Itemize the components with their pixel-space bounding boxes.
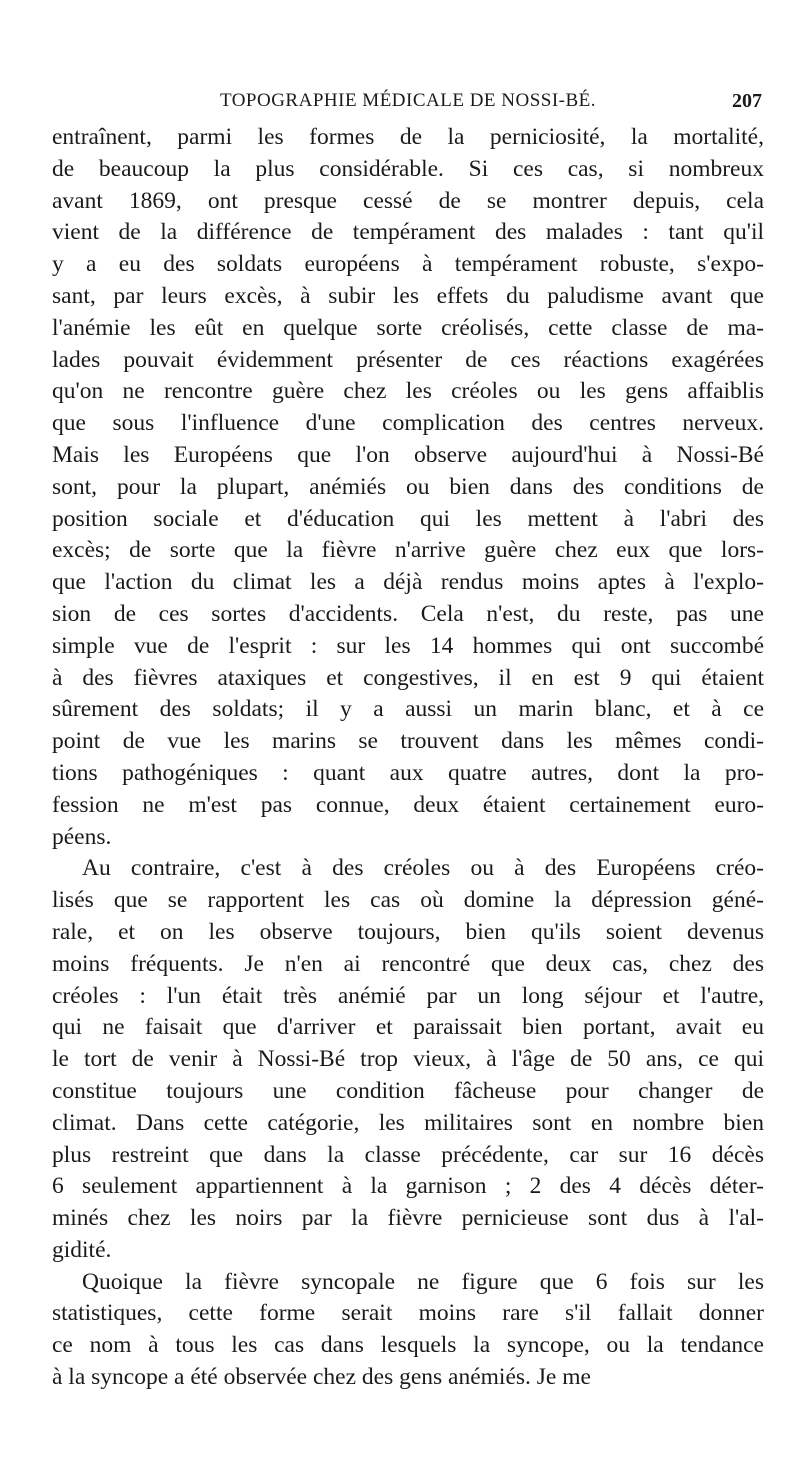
text-line: rale, et on les observe toujours, bien qu'ils soient devenus xyxy=(52,918,764,945)
text-line: plus restreint que dans la classe précédente, car sur 16 décès xyxy=(52,1141,764,1168)
text-line: point de vue les marins se trouvent dans les mêmes condi- xyxy=(52,728,764,755)
text-line: sion de ces sortes d'accidents. Cela n'est, du reste, pas une xyxy=(52,600,764,627)
text-line: avant 1869, ont presque cessé de se montrer depuis, cela xyxy=(52,187,764,214)
paragraph xyxy=(52,122,764,853)
text-line: lades pouvait évidemment présenter de ces réactions exagérées xyxy=(52,346,764,373)
text-line: sont, pour la plupart, anémiés ou bien dans des conditions de xyxy=(52,473,764,500)
text-line: position sociale et d'éducation qui les mettent à l'abri des xyxy=(52,505,764,532)
text-line: 6 seulement appartiennent à la garnison ; 2 des 4 décès déter- xyxy=(52,1173,764,1200)
text-line: qui ne faisait que d'arriver et paraissait bien portant, avait eu xyxy=(52,1014,764,1041)
text-line: climat. Dans cette catégorie, les militaires sont en nombre bien xyxy=(52,1109,764,1136)
text-line: vient de la différence de tempérament des malades : tant qu'il xyxy=(52,219,764,246)
text-line: constitue toujours une condition fâcheuse pour changer de xyxy=(52,1077,764,1104)
text-line: minés chez les noirs par la fièvre pernicieuse sont dus à l'al- xyxy=(52,1205,764,1232)
text-line: sant, par leurs excès, à subir les effets du paludisme avant que xyxy=(52,282,764,309)
text-line: de beaucoup la plus considérable. Si ces cas, si nombreux xyxy=(52,155,764,182)
text-line: statistiques, cette forme serait moins rare s'il fallait donner xyxy=(52,1300,764,1327)
text-line: tions pathogéniques : quant aux quatre autres, dont la pro- xyxy=(52,759,764,786)
text-line: y a eu des soldats européens à tempérament robuste, s'expo- xyxy=(52,251,764,278)
text-line: ce nom à tous les cas dans lesquels la syncope, ou la tendance xyxy=(52,1332,764,1359)
text-line: que sous l'influence d'une complication des centres nerveux. xyxy=(52,410,764,437)
text-line: lisés que se rapportent les cas où domine la dépression géné- xyxy=(52,887,764,914)
text-line: à des fièvres ataxiques et congestives, il en est 9 qui étaient xyxy=(52,664,764,691)
text-line: moins fréquents. Je n'en ai rencontré que deux cas, chez des xyxy=(52,950,764,977)
text-line: excès; de sorte que la fièvre n'arrive guère chez eux que lors- xyxy=(52,537,764,564)
running-title: TOPOGRAPHIE MÉDICALE DE NOSSI-BÉ. xyxy=(219,90,597,111)
running-head xyxy=(52,90,764,116)
text-line: le tort de venir à Nossi-Bé trop vieux, à l'âge de 50 ans, ce qui xyxy=(52,1046,764,1073)
text-line: Au contraire, c'est à des créoles ou à des Européens créo- xyxy=(82,855,764,882)
text-line: fession ne m'est pas connue, deux étaient certainement euro- xyxy=(52,791,764,818)
text-line: péens. xyxy=(52,823,112,850)
body-text xyxy=(52,122,764,1394)
paragraph xyxy=(52,853,764,1266)
text-line: entraînent, parmi les formes de la perniciosité, la mortalité, xyxy=(52,124,764,150)
text-line: Mais les Européens que l'on observe aujourd'hui à Nossi-Bé xyxy=(52,441,764,468)
text-line: Quoique la fièvre syncopale ne figure que 6 fois sur les xyxy=(82,1268,764,1295)
page-number: 207 xyxy=(732,90,762,112)
text-line: gidité. xyxy=(52,1236,112,1263)
text-line: créoles : l'un était très anémié par un long séjour et l'autre, xyxy=(52,982,764,1009)
text-line: que l'action du climat les a déjà rendus moins aptes à l'explo- xyxy=(52,569,764,596)
paragraph xyxy=(52,1267,764,1394)
text-line: sûrement des soldats; il y a aussi un marin blanc, et à ce xyxy=(52,696,764,723)
text-line: à la syncope a été observée chez des gens anémiés. Je me xyxy=(52,1364,591,1391)
text-line: qu'on ne rencontre guère chez les créoles ou les gens affaiblis xyxy=(52,378,764,405)
text-line: simple vue de l'esprit : sur les 14 hommes qui ont succombé xyxy=(52,632,764,659)
text-line: l'anémie les eût en quelque sorte créolisés, cette classe de ma- xyxy=(52,314,764,341)
